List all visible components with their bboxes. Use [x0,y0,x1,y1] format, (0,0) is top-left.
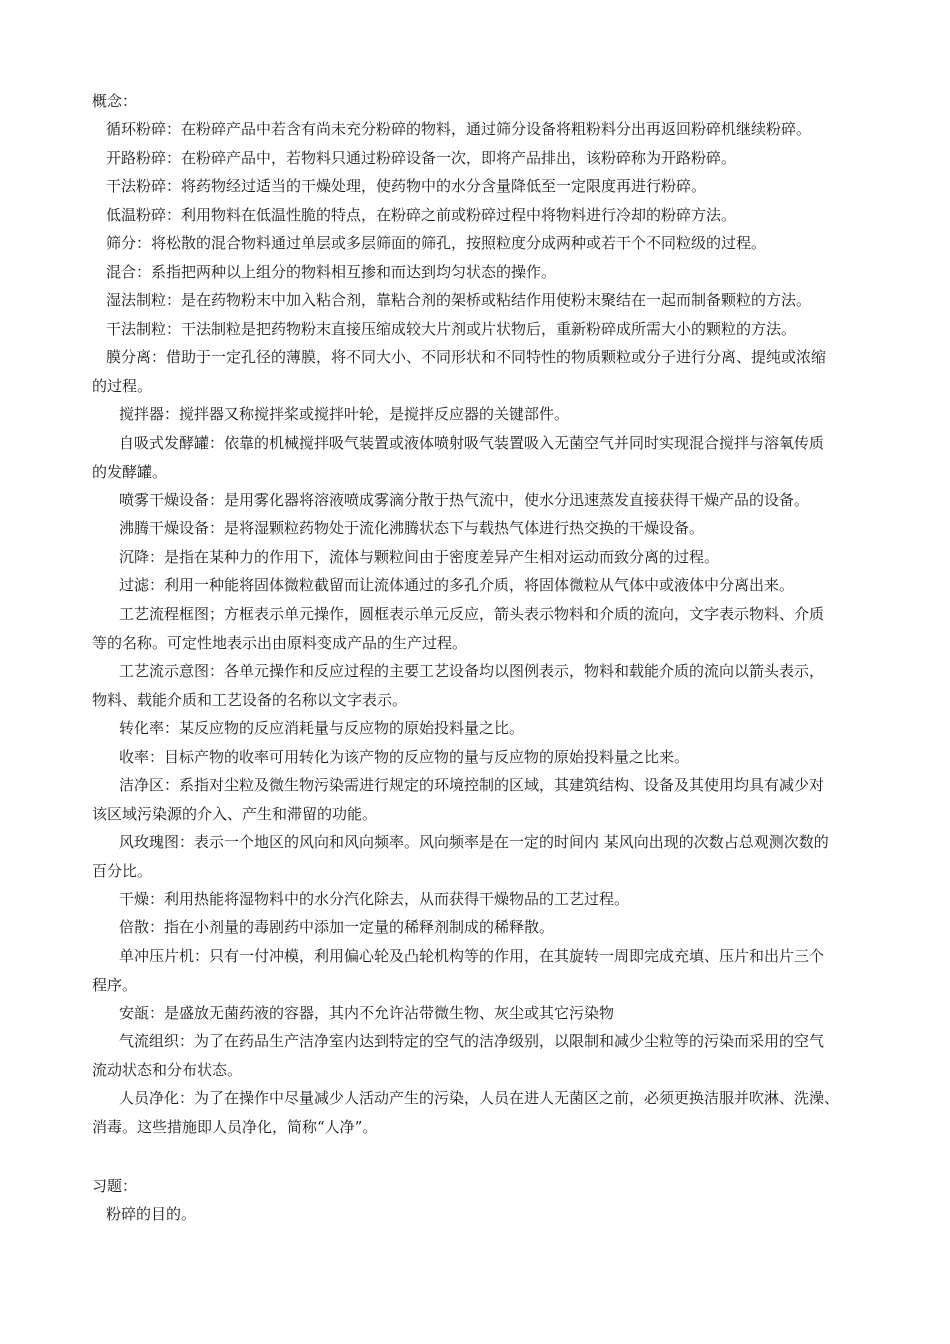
concept-separator: ： [164,405,180,423]
concept-definition-continued: 消毒。这些措施即人员净化，简称“人净”。 [92,1118,378,1136]
concept-term: 循环粉碎 [106,120,167,138]
concept-separator: ： [164,776,180,794]
concept-entry [92,828,910,886]
concept-separator: ： [166,291,182,309]
concept-definition: 某反应物的反应消耗量与反应物的原始投料量之比。 [179,719,525,737]
concept-definition: 为了在药品生产洁净室内达到特定的空气的洁净级别，以限制和减少尘粒等的污染而采用的空气 [194,1032,825,1050]
concept-definition: 是用雾化器将溶液喷成雾滴分散于热气流中，使水分迅速蒸发直接获得干燥产品的设备。 [224,491,810,509]
concept-separator: ： [209,434,225,452]
concept-definition-continued: 等的名称。可定性地表示出由原料变成产品的生产过程。 [92,634,468,652]
concept-entry [92,999,910,1028]
concept-line [92,115,910,144]
concept-term: 单冲压片机 [119,947,195,965]
concept-definition: 表示一个地区的风向和风向频率。风向频率是在一定的时间内 某风向出现的次数占总观测次数的 [194,833,829,851]
concept-entry [92,942,910,1000]
concept-term: 倍散 [119,918,150,936]
concept-term: 干法制粒 [106,320,167,338]
concept-separator: ： [209,519,225,537]
concept-definition-continued: 的过程。 [92,377,153,395]
concept-line [92,286,910,315]
concept-definition-continued: 的发酵罐。 [92,463,168,481]
concept-line [92,571,910,600]
concept-definition-continued: 流动状态和分布状态。 [92,1061,243,1079]
concept-term: 膜分离 [106,348,152,366]
concept-entry [92,743,910,772]
concept-separator: ： [166,177,182,195]
exercise-item: 粉碎的目的。 [106,1205,197,1223]
concept-line [92,486,910,515]
concept-entry [92,144,910,173]
concept-line [92,514,910,543]
concept-term: 转化率 [119,719,165,737]
concept-entry [92,343,910,401]
concept-definition: 是在药物粉末中加入粘合剂，靠粘合剂的架桥或粘结作用使粉末聚结在一起而制备颗粒的方法。 [181,291,812,309]
concept-definition: 将药物经过适当的干燥处理，使药物中的水分含量降低至一定限度再进行粉碎。 [181,177,707,195]
concept-definition: 指在小剂量的毒剧药中添加一定量的稀释剂制成的稀释散。 [164,918,555,936]
concept-separator: ： [136,263,152,281]
concept-term: 沉降 [119,548,150,566]
concept-definition: 借助于一定孔径的薄膜，将不同大小、不同形状和不同特性的物质颗粒或分子进行分离、提纯或浓缩 [166,348,827,366]
concept-definition: 在粉碎产品中若含有尚未充分粉碎的物料，通过筛分设备将粗粉料分出再返回粉碎机继续粉碎。 [181,120,812,138]
concept-line [92,172,910,201]
concept-term: 安瓿 [119,1004,150,1022]
concept-definition: 依靠的机械搅拌吸气装置或液体喷射吸气装置吸入无菌空气并同时实现混合搅拌与溶氧传质 [224,434,825,452]
concept-separator: ： [166,320,182,338]
concept-separator: ： [179,1032,195,1050]
concept-entry [92,913,910,942]
concept-entry [92,429,910,487]
concept-line [92,1027,910,1056]
concept-definition: 系指把两种以上组分的物料相互掺和而达到均匀状态的操作。 [151,263,557,281]
concept-separator: ： [209,491,225,509]
concept-separator: ： [166,149,182,167]
concept-separator: ： [136,234,152,252]
concept-line [92,913,910,942]
concept-term: 人员净化 [119,1089,180,1107]
concept-entry [92,771,910,829]
concept-term: 洁净区 [119,776,165,794]
concept-definition: 利用热能将湿物料中的水分汽化除去，从而获得干燥物品的工艺过程。 [164,890,630,908]
concept-definition: 将松散的混合物料通过单层或多层筛面的筛孔，按照粒度分成两种或若干个不同粒级的过程。 [151,234,767,252]
concept-entry [92,115,910,144]
concept-term: 沸腾干燥设备 [119,519,210,537]
concept-entry [92,286,910,315]
concept-definition: 利用物料在低温性脆的特点，在粉碎之前或粉碎过程中将物料进行冷却的粉碎方法。 [181,206,737,224]
concept-separator: ： [149,1004,165,1022]
concepts-heading: 概念： [92,92,138,110]
concept-definition: 搅拌器又称搅拌桨或搅拌叶轮，是搅拌反应器的关键部件。 [179,405,570,423]
concept-line [92,429,910,458]
concept-entry [92,514,910,543]
concept-line [92,144,910,173]
concept-term: 混合 [106,263,137,281]
concept-line [92,201,910,230]
concept-entry [92,258,910,287]
concept-separator: ： [149,890,165,908]
concept-definition: 目标产物的收率可用转化为该产物的反应物的量与反应物的原始投料量之比来。 [164,748,690,766]
concept-line [92,828,910,857]
concept-term: 搅拌器 [119,405,165,423]
concept-definition: 是盛放无菌药液的容器，其内不允许沾带微生物、灰尘或其它污染物 [164,1004,615,1022]
concept-definition: 在粉碎产品中，若物料只通过粉碎设备一次，即将产品排出，该粉碎称为开路粉碎。 [181,149,737,167]
concept-separator: ； [209,605,225,623]
concept-entry [92,486,910,515]
concept-term: 气流组织 [119,1032,180,1050]
concept-term: 低温粉碎 [106,206,167,224]
concept-term: 收率 [119,748,150,766]
concept-entry [92,657,910,715]
concept-line [92,743,910,772]
concept-line [92,400,910,429]
concept-separator: ： [149,918,165,936]
concept-separator: ： [209,662,225,680]
concept-entry [92,543,910,572]
concept-term: 干法粉碎 [106,177,167,195]
concept-entry [92,600,910,658]
concept-term: 过滤 [119,576,150,594]
concept-line [92,229,910,258]
concept-term: 筛分 [106,234,137,252]
concept-definition: 方框表示单元操作，圆框表示单元反应，箭头表示物料和介质的流向，文字表示物料、介质 [224,605,825,623]
concept-term: 工艺流程框图 [119,605,210,623]
concept-separator: ： [179,1089,195,1107]
concept-separator: ： [194,947,210,965]
concept-entry [92,885,910,914]
concept-separator: ： [166,120,182,138]
concept-definition: 利用一种能将固体微粒截留而让流体通过的多孔介质，将固体微粒从气体中或液体中分离出来。 [164,576,795,594]
concept-entry [92,229,910,258]
concept-entry [92,714,910,743]
concept-line [92,657,910,686]
concept-separator: ： [149,576,165,594]
concept-definition: 是指在某种力的作用下，流体与颗粒间由于密度差异产生相对运动而致分离的过程。 [164,548,720,566]
concept-line [92,543,910,572]
concept-definition: 是将湿颗粒药物处于流化沸腾状态下与载热气体进行热交换的干燥设备。 [224,519,705,537]
concept-entry [92,1084,910,1142]
concept-line [92,771,910,800]
concept-separator: ： [151,348,167,366]
concept-entry [92,172,910,201]
concept-separator: ： [149,748,165,766]
concept-definition: 只有一付冲模，利用偏心轮及凸轮机构等的作用，在其旋转一周即完成充填、压片和出片三个 [209,947,825,965]
exercises-heading: 习题： [92,1177,138,1195]
concept-definition-continued: 百分比。 [92,862,153,880]
concept-definition: 各单元操作和反应过程的主要工艺设备均以图例表示，物料和载能介质的流向以箭头表示， [224,662,825,680]
concept-term: 干燥 [119,890,150,908]
concept-line [92,942,910,971]
concept-definition: 干法制粒是把药物粉末直接压缩成较大片剂或片状物后，重新粉碎成所需大小的颗粒的方法。 [181,320,797,338]
concept-entry [92,201,910,230]
concept-line [92,714,910,743]
concept-line [92,315,910,344]
concept-line [92,258,910,287]
concept-line [92,343,910,372]
concept-separator: ： [149,548,165,566]
concept-line [92,1084,910,1113]
concept-separator: ： [179,833,195,851]
concept-term: 喷雾干燥设备 [119,491,210,509]
concept-term: 工艺流示意图 [119,662,210,680]
concept-term: 自吸式发酵罐 [119,434,210,452]
concept-definition: 系指对尘粒及微生物污染需进行规定的环境控制的区域，其建筑结构、设备及其使用均具有减少对 [179,776,825,794]
concept-separator: ： [164,719,180,737]
concept-entry [92,400,910,429]
concept-entry [92,571,910,600]
concept-definition-continued: 程序。 [92,976,138,994]
concept-line [92,999,910,1028]
concept-term: 开路粉碎 [106,149,167,167]
concept-entry [92,1027,910,1085]
concept-definition-continued: 该区域污染源的介入、产生和滞留的功能。 [92,805,378,823]
concept-line [92,600,910,629]
concept-definition: 为了在操作中尽量减少人活动产生的污染，人员在进人无菌区之前，必须更换洁服并吹淋、洗澡、 [194,1089,840,1107]
concept-separator: ： [166,206,182,224]
concept-definition-continued: 物料、载能介质和工艺设备的名称以文字表示。 [92,691,408,709]
concept-term: 风玫瑰图 [119,833,180,851]
concept-line [92,885,910,914]
concept-entry [92,315,910,344]
concept-term: 湿法制粒 [106,291,167,309]
